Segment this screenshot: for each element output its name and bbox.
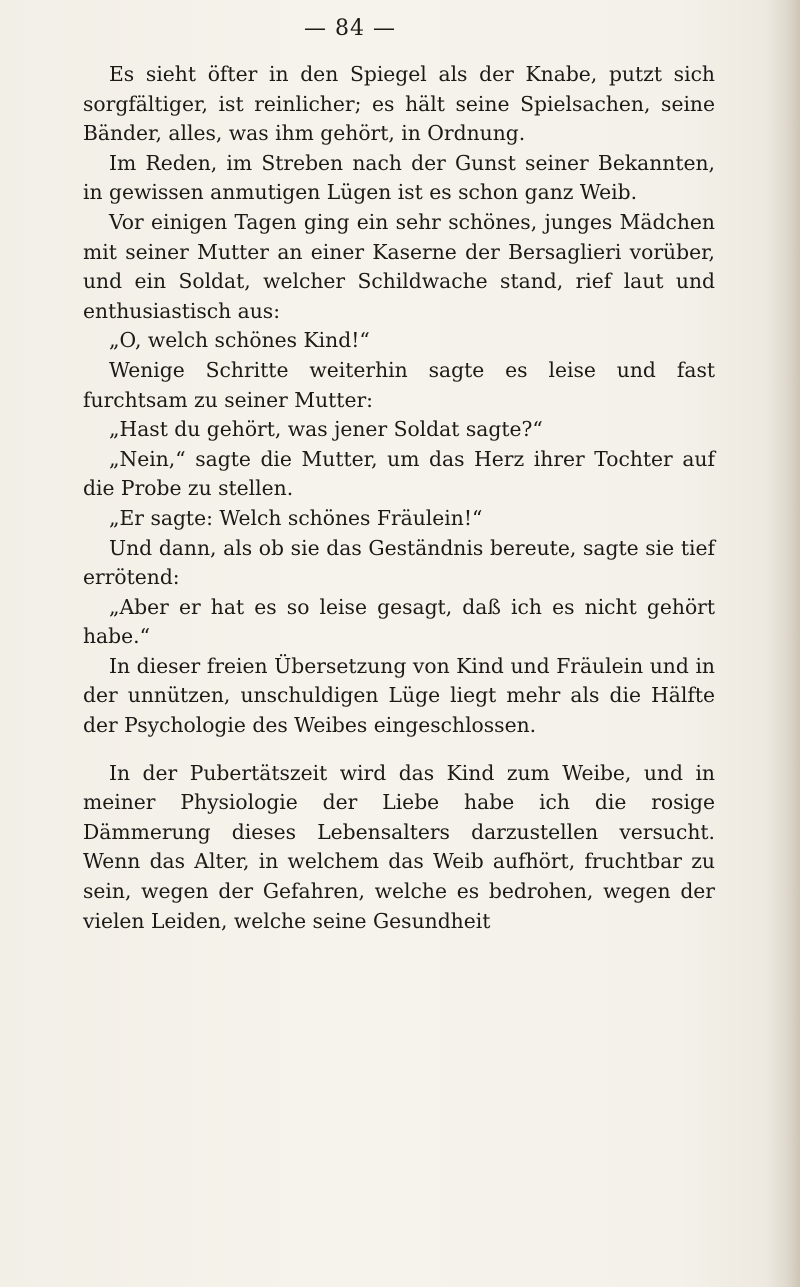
paragraph: Wenige Schritte weiterhin sagte es leise und fast furchtsam zu seiner Mutter: (83, 357, 715, 412)
paragraph: Und dann, als ob sie das Geständnis bereute, sagte sie tief errötend: (83, 535, 715, 590)
paragraph: In dieser freien Übersetzung von Kind und Fräulein und in der unnützen, unschuldigen Lüge liegt mehr als die Hälfte der Psychologie des Weibes eingeschlossen. (83, 653, 715, 738)
paragraph: Im Reden, im Streben nach der Gunst seiner Bekannten, in gewissen anmutigen Lügen ist es schon ganz Weib. (83, 150, 715, 205)
paragraph: „Er sagte: Welch schönes Fräulein!“ (109, 505, 483, 530)
paragraph: „Nein,“ sagte die Mutter, um das Herz ihrer Tochter auf die Probe zu stellen. (83, 446, 715, 501)
paragraph: In der Pubertätszeit wird das Kind zum Weibe, und in meiner Physiologie der Liebe habe ich die rosige Dämmerung dieses Lebensalters darzustellen versucht. Wenn das Alter, in welchem das Weib aufhört, fruchtbar zu sein, wegen der Gefahren, welche es bedrohen, wegen der vielen Leiden, welche seine Gesundheit (83, 760, 715, 933)
paragraph: Vor einigen Tagen ging ein sehr schönes, junges Mädchen mit seiner Mutter an einer Kaserne der Bersaglieri vorüber, und ein Soldat, welcher Schildwache stand, rief laut und enthusiastisch aus: (83, 209, 715, 323)
paragraph: „O, welch schönes Kind!“ (109, 328, 370, 353)
paragraph: Es sieht öfter in den Spiegel als der Knabe, putzt sich sorgfältiger, ist reinlicher; es hält seine Spielsachen, seine Bänder, alles, was ihm gehört, in Ordnung. (83, 62, 715, 146)
body-text (83, 60, 715, 936)
page-number: — 84 — (304, 16, 396, 41)
page-edge-shadow (766, 0, 800, 1287)
paragraph: „Hast du gehört, was jener Soldat sagte?“ (109, 417, 543, 442)
paragraph: „Aber er hat es so leise gesagt, daß ich es nicht gehört habe.“ (83, 594, 715, 649)
